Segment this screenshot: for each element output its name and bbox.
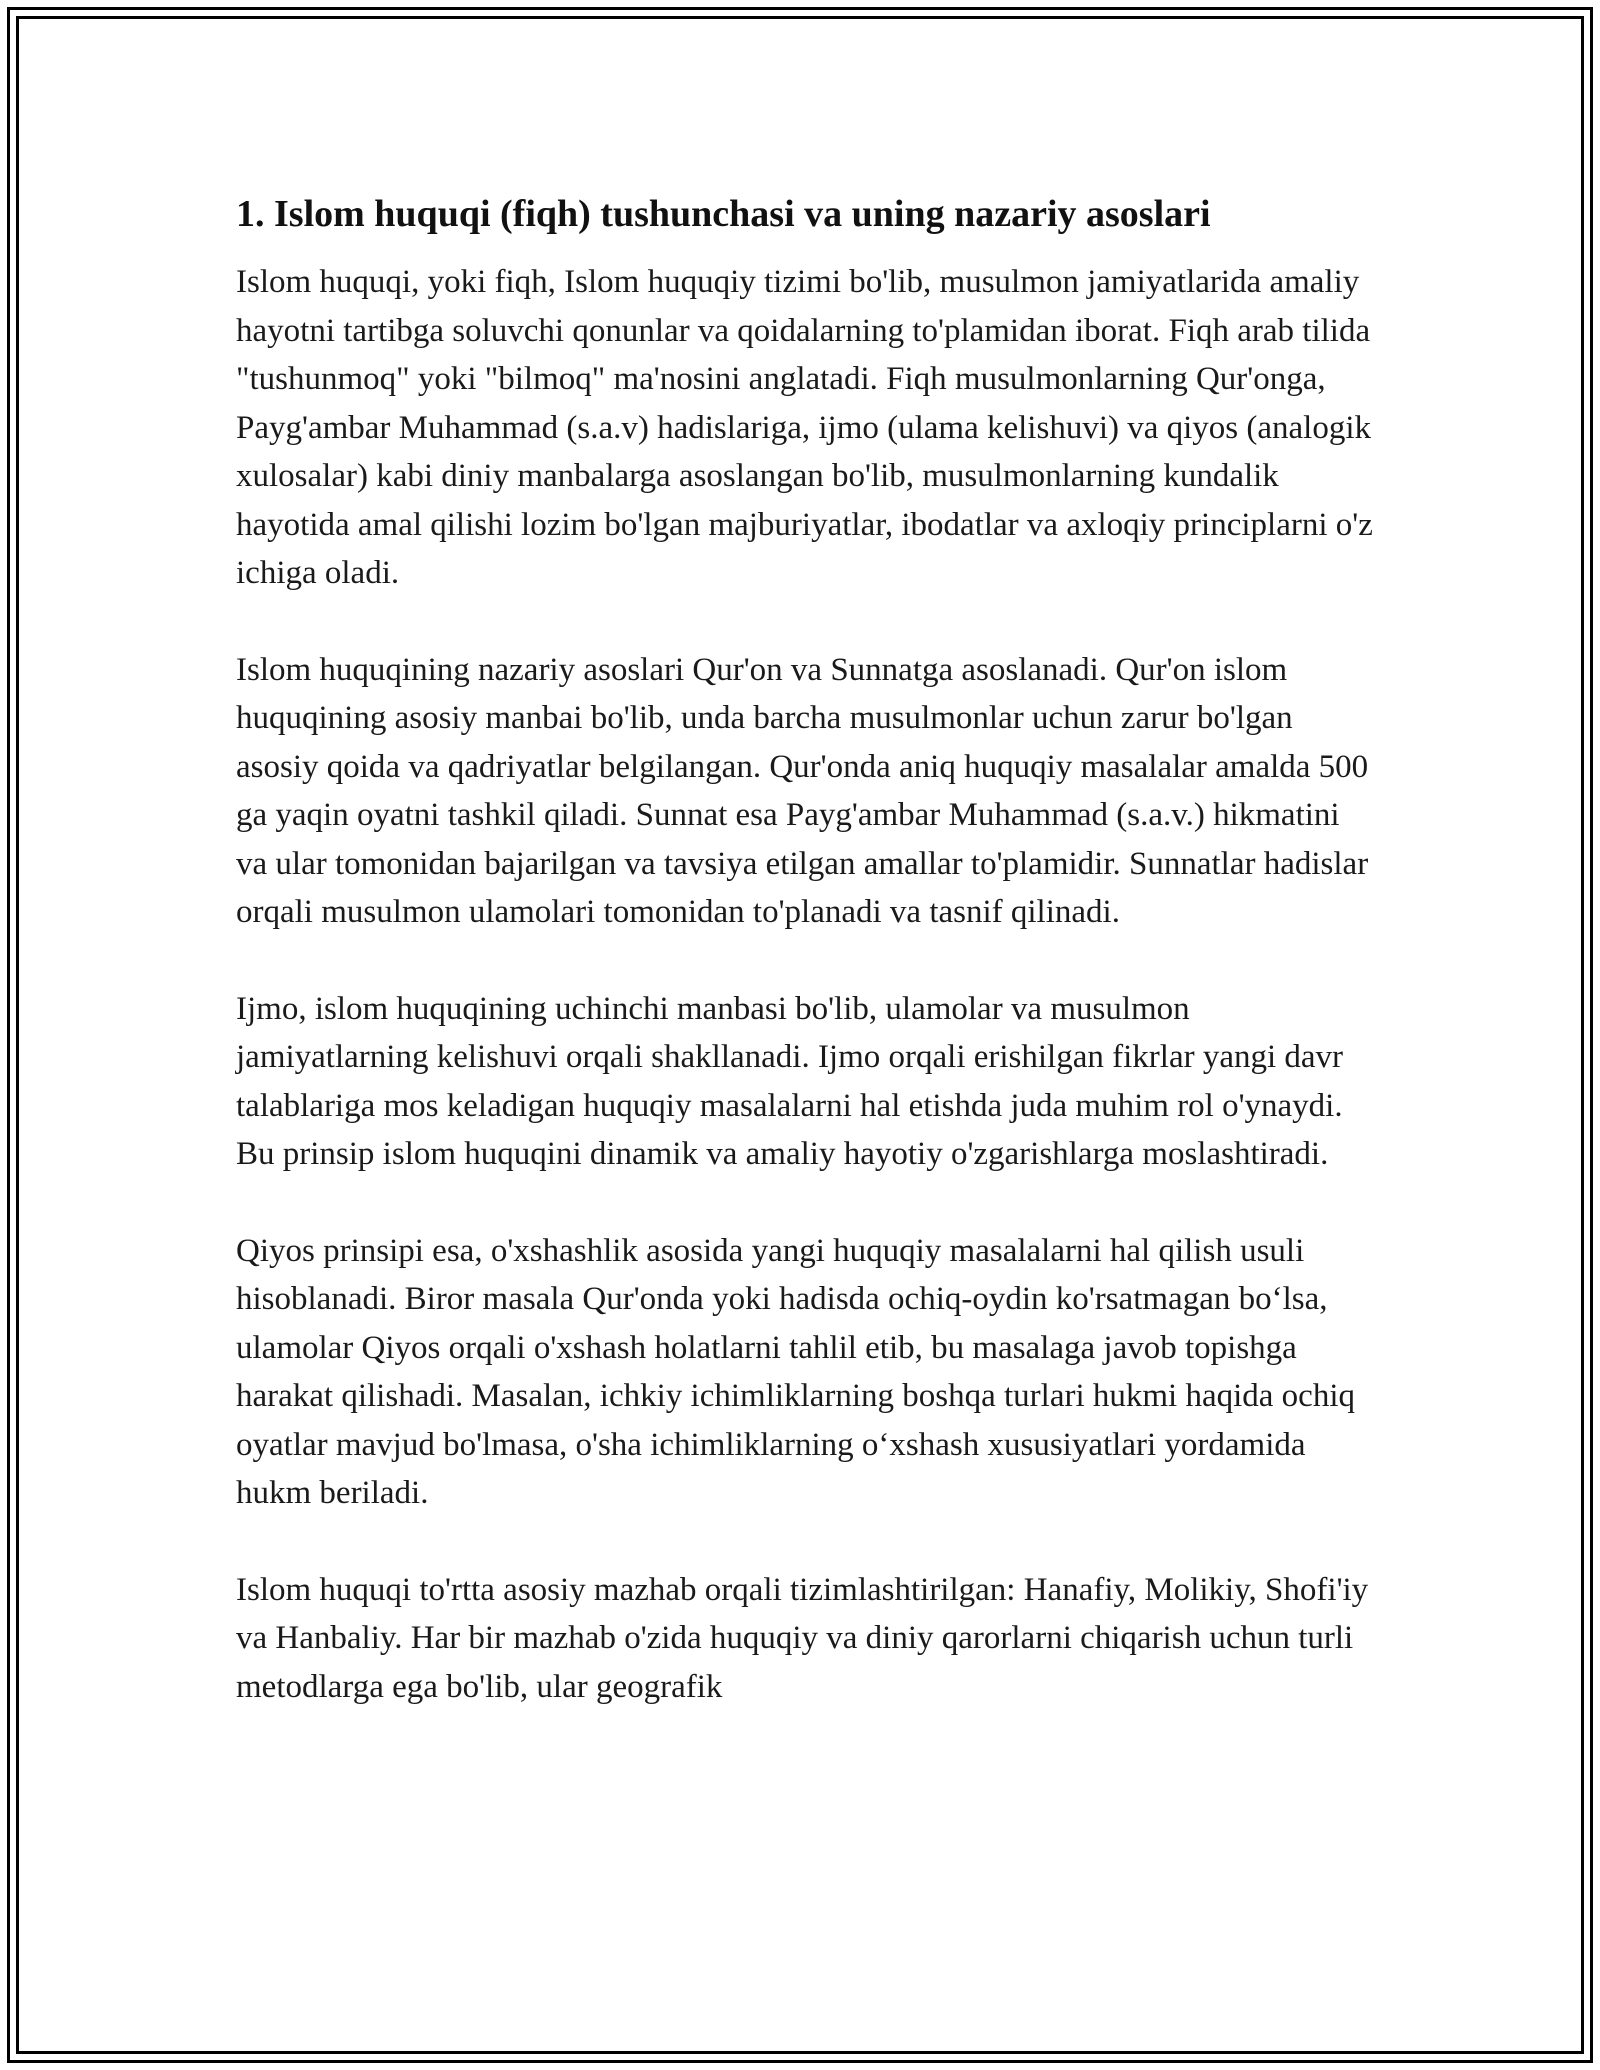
section-heading: 1. Islom huquqi (fiqh) tushunchasi va uning nazariy asoslari [236,193,1211,235]
paragraph-definition: Islom huquqi, yoki fiqh, Islom huquqiy tizimi bo'lib, musulmon jamiyatlarida amaliy hayotni tartibga soluvchi qonunlar va qoidalarning to'plamidan iborat. Fiqh arab tilida "tushunmoq" yoki "bilmoq" ma'nosini anglatadi. Fiqh musulmonlarning Qur'onga, Payg'ambar Muhammad (s.a.v) hadislariga, ijmo (ulama kelishuvi) va qiyos (analogik xulosalar) kabi diniy manbalarga asoslangan bo'lib, musulmonlarning kundalik hayotida amal qilishi lozim bo'lgan majburiyatlar, ibodatlar va axloqiy principlarni o'z ichiga oladi. [236,264,1373,591]
paragraph-quran-sunnah: Islom huquqining nazariy asoslari Qur'on va Sunnatga asoslanadi. Qur'on islom huquqining asosiy manbai bo'lib, unda barcha musulmonlar uchun zarur bo'lgan asosiy qoida va qadriyatlar belgilangan. Qur'onda aniq huquqiy masalalar amalda 500 ga yaqin oyatni tashkil qiladi. Sunnat esa Payg'ambar Muhammad (s.a.v.) hikmatini va ular tomonidan bajarilgan va tavsiya etilgan amallar to'plamidir. Sunnatlar hadislar orqali musulmon ulamolari tomonidan to'planadi va tasnif qilinadi. [236,651,1369,930]
document-body [236,186,1376,1759]
paragraph-madhhabs: Islom huquqi to'rtta asosiy mazhab orqali tizimlashtirilgan: Hanafiy, Molikiy, Shofi'iy va Hanbaliy. Har bir mazhab o'zida huquqiy va diniy qarorlarni chiqarish uchun turli metodlarga ega bo'lib, ular geografik [236,1571,1369,1705]
paragraph-ijma: Ijmo, islom huquqining uchinchi manbasi bo'lib, ulamolar va musulmon jamiyatlarning kelishuvi orqali shakllanadi. Ijmo orqali erishilgan fikrlar yangi davr talablariga mos keladigan huquqiy masalalarni hal etishda juda muhim rol o'ynaydi. Bu prinsip islom huquqini dinamik va amaliy hayotiy o'zgarishlarga moslashtiradi. [236,990,1344,1172]
paragraph-qiyas: Qiyos prinsipi esa, o'xshashlik asosida yangi huquqiy masalalarni hal qilish usuli hisoblanadi. Biror masala Qur'onda yoki hadisda ochiq-oydin ko'rsatmagan bo‘lsa, ulamolar Qiyos orqali o'xshash holatlarni tahlil etib, bu masalaga javob topishga harakat qilishadi. Masalan, ichkiy ichimliklarning boshqa turlari hukmi haqida ochiq oyatlar mavjud bo'lmasa, o'sha ichimliklarning o‘xshash xususiyatlari yordamida hukm beriladi. [236,1232,1355,1511]
